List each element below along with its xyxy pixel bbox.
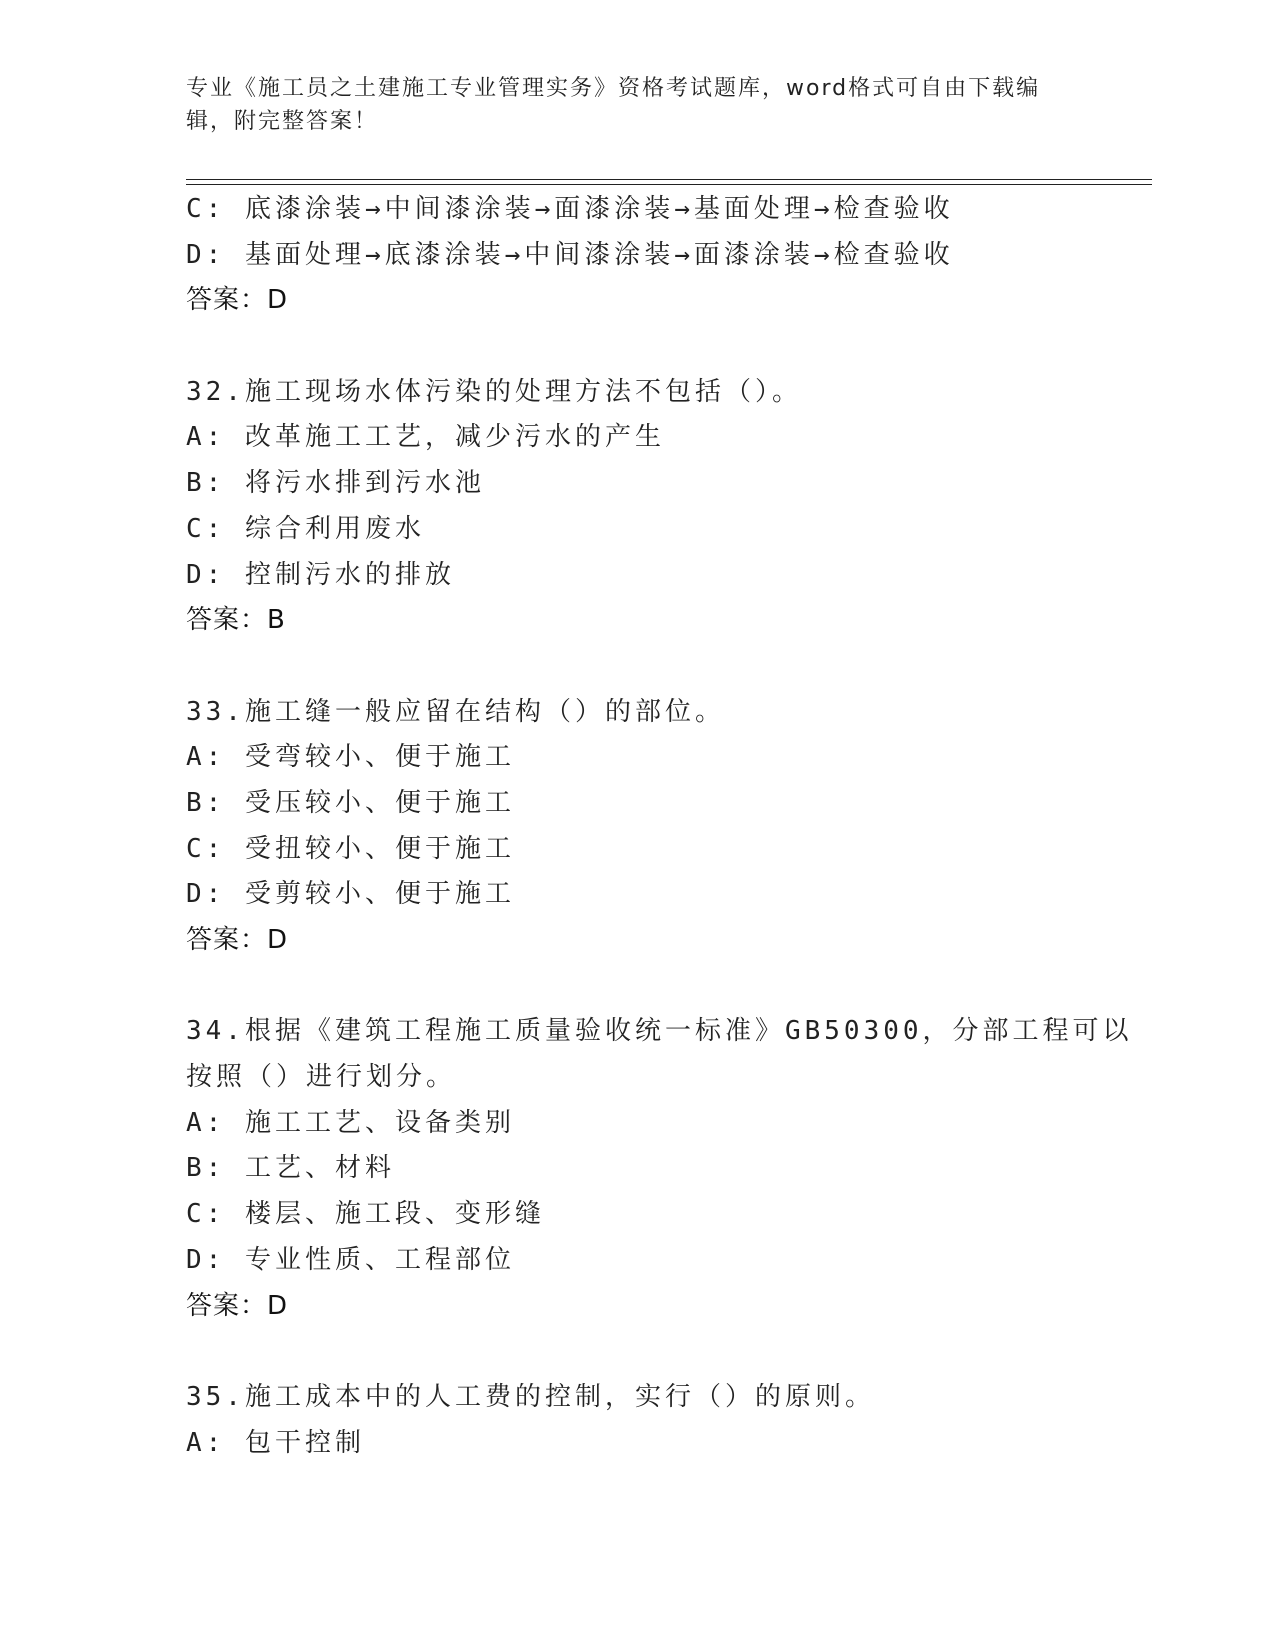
answer: 答案：B [186,605,286,636]
question-stem-line-2: 按照（）进行划分。 [186,1062,457,1093]
question-33 [186,690,1126,964]
answer: 答案：D [186,1290,289,1321]
question-stem: 33.施工缝一般应留在结构（）的部位。 [186,696,725,727]
option-a: A: 施工工艺、设备类别 [186,1107,515,1138]
question-stem: 35.施工成本中的人工费的控制，实行（）的原则。 [186,1381,875,1412]
spacer [186,324,1126,370]
option-d: D: 受剪较小、便于施工 [186,879,515,910]
option-b: B: 工艺、材料 [186,1153,395,1184]
spacer [186,644,1126,690]
spacer [186,964,1126,1010]
option-b: B: 将污水排到污水池 [186,468,485,499]
option-d: D: 专业性质、工程部位 [186,1244,515,1275]
option-c: C: 综合利用废水 [186,513,425,544]
question-stem: 32.施工现场水体污染的处理方法不包括（）。 [186,376,802,407]
option-a: A: 包干控制 [186,1427,365,1458]
answer: 答案：D [186,925,289,955]
option-a: A: 改革施工工艺，减少污水的产生 [186,422,665,453]
spacer [186,1329,1126,1375]
header-divider-bottom [186,184,1152,185]
document-header: 专业《施工员之土建施工专业管理实务》资格考试题库，word格式可自由下载编辑，附完整答案！ [186,76,1041,134]
question-35 [186,1375,1126,1466]
option-b: B: 受压较小、便于施工 [186,787,515,818]
question-34 [186,1009,1133,1329]
question-32 [186,370,1126,644]
option-d: D: 控制污水的排放 [186,559,455,590]
option-c: C: 底漆涂装→中间漆涂装→面漆涂装→基面处理→检查验收 [186,194,954,224]
header-divider-top [186,179,1152,180]
answer: 答案：D [186,285,289,316]
question-list [186,187,1133,1466]
option-c: C: 楼层、施工段、变形缝 [186,1199,545,1230]
question-31-continued [186,187,1126,324]
option-d: D: 基面处理→底漆涂装→中间漆涂装→面漆涂装→检查验收 [186,239,954,270]
question-stem-line-1: 34.根据《建筑工程施工质量验收统一标准》GB50300，分部工程可以 [186,1016,1133,1047]
option-c: C: 受扭较小、便于施工 [186,833,515,864]
option-a: A: 受弯较小、便于施工 [186,742,515,773]
